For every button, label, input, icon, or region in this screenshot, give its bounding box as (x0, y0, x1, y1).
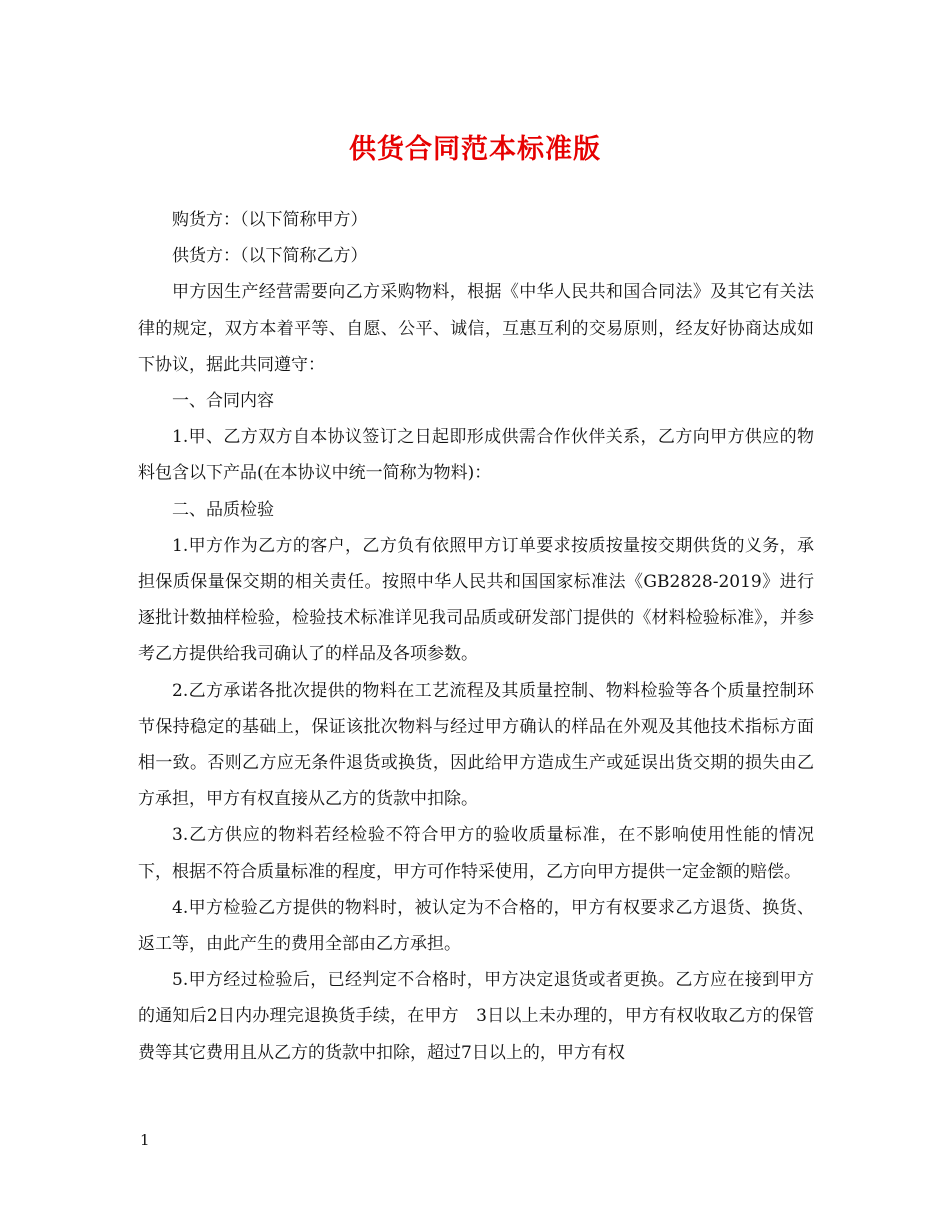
section-heading-quality-inspection: 二、品质检验 (172, 499, 274, 520)
supplier-line: 供货方：（以下简称乙方） (172, 246, 368, 267)
clause-2-3: 3.乙方供应的物料若经检验不符合甲方的验收质量标准，在不影响使用性能的情况下，根据不符合质量标准的程度，甲方可作特采使用，乙方向甲方提供一定金额的赔偿。 (138, 825, 814, 882)
buyer-line: 购货方：（以下简称甲方） (172, 210, 368, 230)
clause-1-1: 1.甲、乙方双方自本协议签订之日起即形成供需合作伙伴关系，乙方向甲方供应的物料包含以下产品(在本协议中统一简称为物料)： (138, 427, 814, 484)
clause-2-1: 1.甲方作为乙方的客户，乙方负有依照甲方订单要求按质按量按交期供货的义务，承担保质保量保交期的相关责任。按照中华人民共和国国家标准法《GB2828-2019》进行逐批计数抽样检验，检验技术标准详见我司品质或研发部门提供的《材料检验标准》，并参考乙方提供给我司确认了的样品及各项参数。 (138, 535, 814, 665)
page-title: 供货合同范本标准版 (349, 134, 601, 165)
clause-2-2: 2.乙方承诺各批次提供的物料在工艺流程及其质量控制、物料检验等各个质量控制环节保持稳定的基础上，保证该批次物料与经过甲方确认的样品在外观及其他技术指标方面相一致。否则乙方应无条件退货或换货，因此给甲方造成生产或延误出货交期的损失由乙方承担，甲方有权直接从乙方的货款中扣除。 (138, 680, 814, 810)
document-body (138, 202, 814, 1071)
section-heading-contract-content: 一、合同内容 (172, 391, 274, 412)
clause-2-5: 5.甲方经过检验后，已经判定不合格时，甲方决定退货或者更换。乙方应在接到甲方的通知后2日内办理完退换货手续，在甲方 3日以上未办理的，甲方有权收取乙方的保管费等其它费用且从乙方的货款中扣除，超过7日以上的，甲方有权 (138, 970, 814, 1063)
page-number: 1 (140, 1131, 150, 1149)
preamble-paragraph: 甲方因生产经营需要向乙方采购物料，根据《中华人民共和国合同法》及其它有关法律的规定，双方本着平等、自愿、公平、诚信，互惠互利的交易原则，经友好协商达成如下协议，据此共同遵守： (138, 282, 814, 375)
clause-2-4: 4.甲方检验乙方提供的物料时，被认定为不合格的，甲方有权要求乙方退货、换货、返工等，由此产生的费用全部由乙方承担。 (138, 897, 814, 955)
